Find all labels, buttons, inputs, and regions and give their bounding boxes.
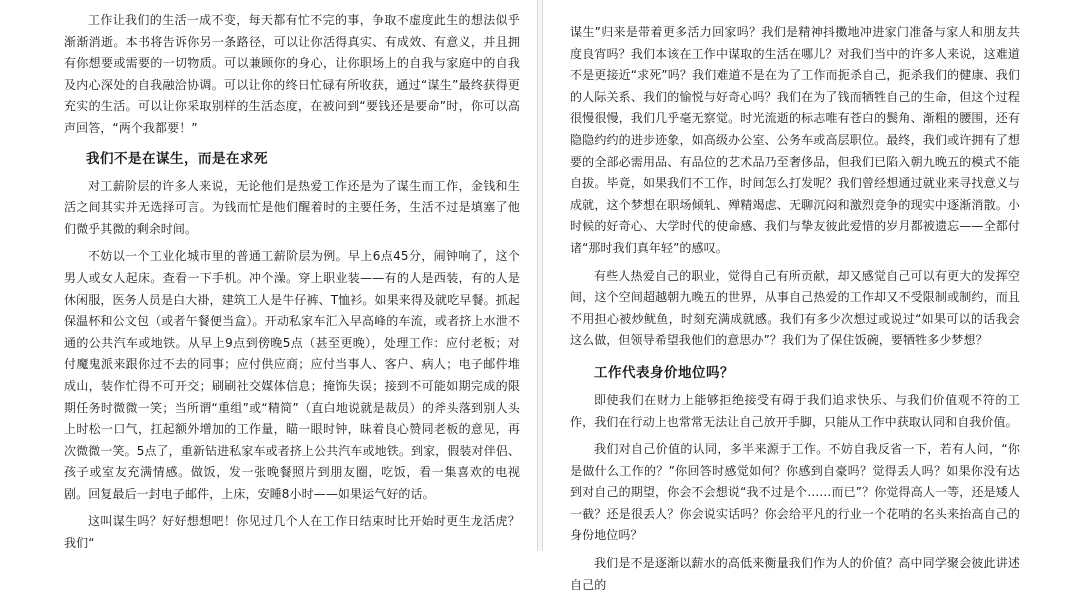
paragraph: 即使我们在财力上能够拒绝接受有碍于我们追求快乐、与我们价值观不符的工作，我们在行动上也常常无法让自己放开手脚，只能从工作中获取认同和自我价值。: [570, 392, 1020, 429]
section-heading: 工作代表身价地位吗？: [594, 364, 734, 381]
section-heading: 我们不是在谋生，而是在求死: [86, 150, 268, 167]
paragraph: 谋生”归来是带着更多活力回家吗？我们是精神抖擞地冲进家门准备与家人和朋友共度良宵吗？我们本该在工作中谋取的生活在哪儿？对我们当中的许多人来说，这难道不是更接近“求死”吗？我们难道不是在为了工作而扼杀自己，扼杀我们的健康、我们的人际关系、我们的愉悦与好奇心吗？我们在为了钱而牺牲自己的生命，但这个过程很慢很慢，我们几乎毫无察觉。时光流逝的标志唯有苍白的鬓角、渐粗的腰围，还有隐隐约约的进步迹象，如高级办公室、公务车或高层职位。最终，我们或许拥有了想要的全部必需用品、有品位的艺术品乃至奢侈品，但我们已陷入朝九晚五的模式不能自拔。毕竟，如果我们不工作，时间怎么打发呢？我们曾经想通过就业来寻找意义与成就，这个梦想在职场倾轧、殚精竭虑、无聊沉闷和激烈竞争的现实中逐渐消散。小时候的好奇心、大学时代的使命感、我们与挚友彼此爱惜的岁月都被遗忘——全都付诸“那时我们真年轻”的感叹。: [570, 25, 1020, 255]
paragraph: 这叫谋生吗？好好想想吧！你见过几个人在工作日结束时比开始时更生龙活虎？我们“: [64, 514, 520, 551]
paragraph: 不妨以一个工业化城市里的普通工薪阶层为例。早上6点45分，闹钟响了，这个男人或女人起床。查看一下手机。冲个澡。穿上职业装——有的人是西装，有的人是休闲服，医务人员是白大褂，建筑工人是牛仔裤、T恤衫。如果来得及就吃早餐。抓起保温杯和公文包（或者午餐便当盒）。开动私家车汇入早高峰的车流，或者挤上水泄不通的公共汽车或地铁。从早上9点到傍晚5点（甚至更晚），处理工作：应付老板；对付魔鬼派来跟你过不去的同事；应付供应商；应付当事人、客户、病人；电子邮件堆成山，装作忙得不可开交；刷刷社交媒体信息；掩饰失误；接到不可能如期完成的限期任务时微微一笑；当所谓“重组”或“精简”（直白地说就是裁员）的斧头落到别人头上时松一口气，扛起额外增加的工作量，瞄一眼时钟，昧着良心赞同老板的意见，再次微微一笑。5点了，重新钻进私家车或者挤上公共汽车或地铁。到家，假装对伴侣、孩子或室友充满情感。做饭，发一张晚餐照片到朋友圈，吃饭，看一集喜欢的电视剧。回复最后一封电子邮件，上床，安睡8小时——如果运气好的话。: [64, 249, 520, 501]
paragraph: 我们对自己价值的认同，多半来源于工作。不妨自我反省一下，若有人问，“你是做什么工作的？”你回答时感觉如何？你感到自豪吗？觉得丢人吗？如果你没有达到对自己的期望，你会不会想说“我不过是个……而已”？你觉得高人一等，还是矮人一截？还是很丢人？你会说实话吗？你会给平凡的行业一个花哨的名头来抬高自己的身份地位吗？: [570, 442, 1020, 543]
paragraph: 我们是不是逐渐以薪水的高低来衡量我们作为人的价值？高中同学聚会彼此讲述自己的: [570, 556, 1020, 592]
page-gutter: [537, 0, 543, 551]
right-page: [544, 0, 1080, 592]
paragraph: 有些人热爱自己的职业，觉得自己有所贡献，却又感觉自己可以有更大的发挥空间，这个空间超越朝九晚五的世界，从事自己热爱的工作却又不受限制或制约，而且不用担心被炒鱿鱼，时刻充满成就感。我们有多少次想过或说过“如果可以的话我会这么做，但领导希望我他们的意思办”？我们为了保住饭碗，要牺牲多少梦想？: [570, 268, 1020, 348]
paragraph: 对工薪阶层的许多人来说，无论他们是热爱工作还是为了谋生而工作，金钱和生活之间其实并无选择可言。为钱而忙是他们醒着时的主要任务，生活不过是填塞了他们微乎其微的剩余时间。: [64, 178, 520, 236]
left-page: [0, 0, 536, 551]
paragraph: 工作让我们的生活一成不变，每天都有忙不完的事，争取不虚度此生的想法似乎渐渐消逝。本书将告诉你另一条路径，可以让你活得真实、有成效、有意义，并且拥有你想要或需要的一切物质。可以兼顾你的身心，让你职场上的自我与家庭中的自我及内心深处的自我融洽协调。可以让你的终日忙碌有所收获，通过“谋生”最终获得更充实的生活。可以让你采取别样的生活态度，在被问到“要钱还是要命”时，你可以高声回答，“两个我都要！”: [64, 13, 520, 135]
